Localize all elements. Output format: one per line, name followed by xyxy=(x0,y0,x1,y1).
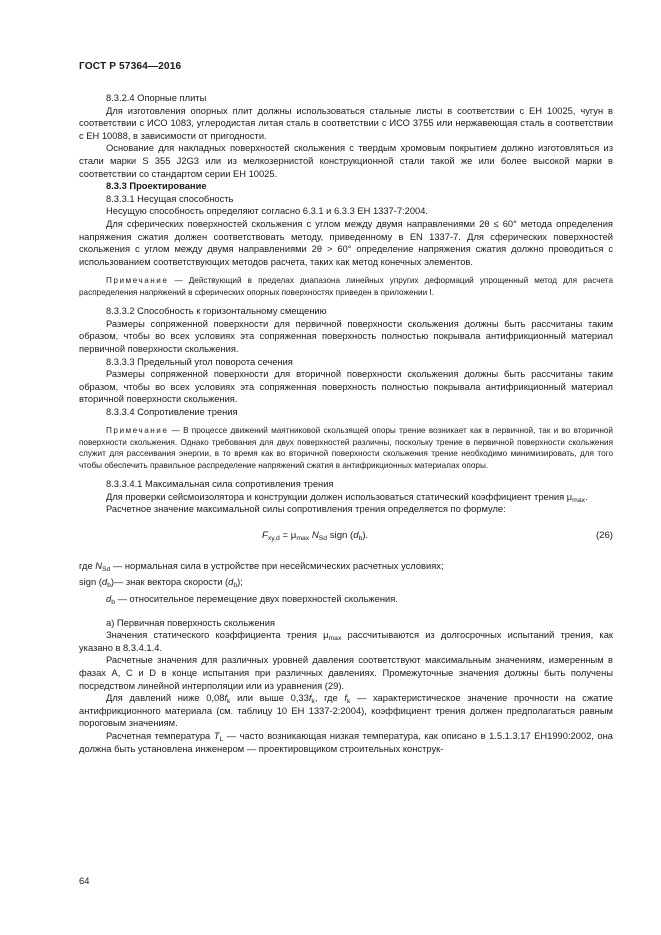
subsection-heading: 8.3.3.3 Предельный угол поворота сечения xyxy=(106,356,293,367)
subsection-heading: 8.3.3.4 Сопротивление трения xyxy=(106,406,238,417)
note-text: — Действующий в пределах диапазона линейных упругих деформаций упрощенный метод для расчета распределения напряжений в сферических опорных поверхностях приведен в приложении I. xyxy=(79,276,613,297)
paragraph: Для проверки сейсмоизолятора и конструкции должен использоваться статический коэффициент трения $\mu_{max}$. xyxy=(106,491,588,504)
formula-legend xyxy=(79,558,613,608)
note-label: Примечание xyxy=(106,276,169,286)
document-body xyxy=(79,92,613,755)
paragraph: Размеры сопряженной поверхности для вторичной поверхности скольжения должны быть рассчитаны таким образом, чтобы во всех условиях эта сопряженная поверхность полностью покрывала антифрикционный материал вторичной поверхности скольжения. xyxy=(79,369,613,405)
section-heading-833: 8.3.3 Проектирование xyxy=(106,181,207,192)
note-text: — В процессе движений маятниковой скользящей опоры трение возникает как в первичной, так и во вторичной поверхности скольжения. Однако требования для двух поверхностей различны, поскольку трение в первичной поверхности скольжения служит для рассеивания энергии, в то время как во вторичной поверхности скольжения трение необходимо минимизировать, для того чтобы обеспечить правильное распределение напряжений сжатия в антифрикционных материалах опоры. xyxy=(79,426,613,470)
legend-item: $d_b$ — относительное перемещение двух поверхностей скольжения. xyxy=(106,594,398,607)
paragraph: Для давлений ниже $0,08f_k$ или выше $0,33f_k$, где $f_k$ — характеристическое значение прочности на сжатие антифрикционного материала (см. таблицу 10 ЕН 1337-2:2004), коэффициент трения должен предполагаться равным пороговым значениям. xyxy=(79,693,613,729)
formula-number: (26) xyxy=(595,529,613,541)
subsection-heading: 8.3.3.4.1 Максимальная сила сопротивления трения xyxy=(106,479,334,490)
legend-item: sign $(d_b)—$ знак вектора скорости $(d_b)$; xyxy=(79,577,243,590)
paragraph: Расчетное значение максимальной силы сопротивления трения определяется по формуле: xyxy=(106,504,506,515)
page-number: 64 xyxy=(79,876,90,886)
note-2 xyxy=(79,425,613,471)
formula-26 xyxy=(79,516,613,558)
legend-item: где $N_{Sd}$ — нормальная сила в устройстве при несейсмических расчетных условиях; xyxy=(79,560,444,573)
subsection-heading: 8.3.3.1 Несущая способность xyxy=(106,193,234,204)
subsection-heading: 8.3.3.2 Способность к горизонтальному смещению xyxy=(106,306,327,317)
note-1 xyxy=(79,275,613,298)
paragraph: Размеры сопряженной поверхности для первичной поверхности скольжения должны быть рассчитаны таким образом, чтобы во всех условиях эта сопряженная поверхность полностью покрывала антифрикционный материал первичной поверхности скольжения. xyxy=(79,318,613,354)
paragraph: Основание для накладных поверхностей скольжения с твердым хромовым покрытием должно изготовляться из стали марки S 355 J2G3 или из мелкозернистой конструкционной стали такой же или более высокой марки в соответствии со стандартом серии ЕН 10025. xyxy=(79,143,613,179)
note-label: Примечание xyxy=(106,426,169,436)
paragraph: Расчетные значения для различных уровней давления соответствуют максимальным значениям, измеренным в фазах А, С и D в конце испытания при различных давлениях. Промежуточные значения должны быть получены посредством линейной интерполяции или из уравнения (29). xyxy=(79,655,613,691)
section-heading-8324: 8.3.2.4 Опорные плиты xyxy=(106,93,207,103)
paragraph: Несущую способность определяют согласно 6.3.1 и 6.3.3 ЕН 1337-7:2004. xyxy=(106,206,429,217)
subsection-heading: а) Первичная поверхность скольжения xyxy=(106,617,275,628)
paragraph: Для изготовления опорных плит должны использоваться стальные листы в соответствии с ЕН 10025, чугун в соответствии с ИСО 1083, углеродистая литая сталь в соответствии с ИСО 3755 или нержавеющая сталь в соответствии с ЕН 10088, в зависимости от пригодности. xyxy=(79,105,613,141)
page-header: ГОСТ Р 57364—2016 xyxy=(79,61,182,72)
paragraph: Значения статического коэффициента трения $\mu_{max}$ рассчитываются из долгосрочных испытаний трения, как указано в 8.3.4.1.4. xyxy=(79,630,613,653)
paragraph: Для сферических поверхностей скольжения с углом между двумя направлениями 2θ ≤ 60° метода определения напряжения сжатия должен соответствовать методу, приведенному в EN 1337-7. Для сферических поверхностей скольжения с углом между двумя направлениями 2θ > 60° определение напряжения сжатия должно проводиться с использованием соответствующих методов расчета, таких как метод конечных элементов. xyxy=(79,218,613,267)
formula-expression: $F_{xy,d} = \mu_{max}$ $N_{Sd}$ sign $(d_b)$. xyxy=(262,529,369,542)
paragraph: Расчетная температура $T_L$ — часто возникающая низкая температура, как описано в 1.5.1.3.17 ЕН1990:2002, она должна быть установлена инженером — проектировщиком строительных конструк- xyxy=(79,731,613,754)
